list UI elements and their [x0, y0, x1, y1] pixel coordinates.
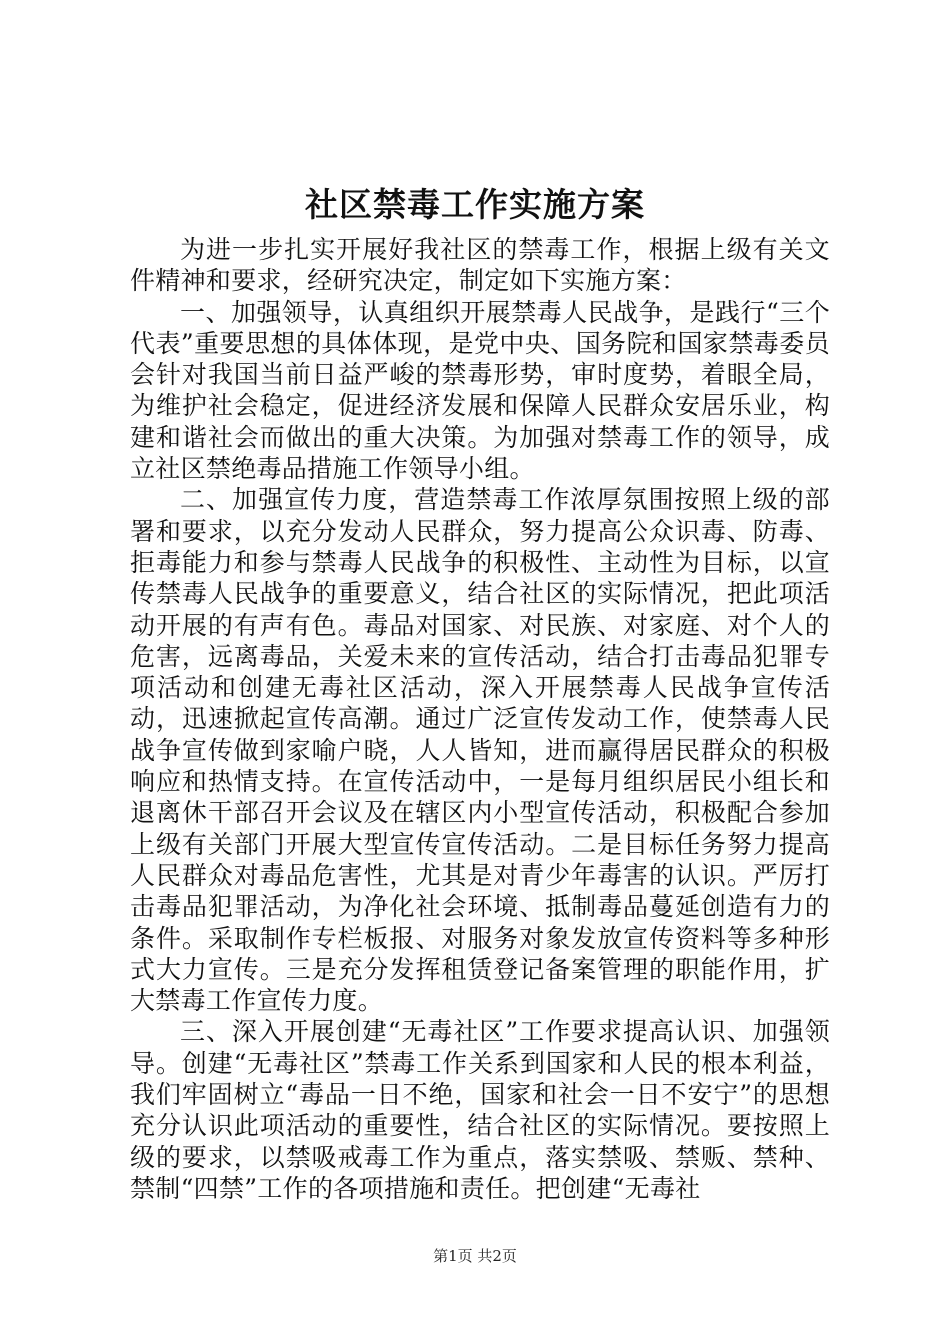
- paragraph-section-2: 二、加强宣传力度，营造禁毒工作浓厚氛围按照上级的部署和要求，以充分发动人民群众，努力提高公众识毒、防毒、拒毒能力和参与禁毒人民战争的积极性、主动性为目标，以宣传禁毒人民战争的重要意义，结合社区的实际情况，把此项活动开展的有声有色。毒品对国家、对民族、对家庭、对个人的危害，远离毒品，关爱未来的宣传活动，结合打击毒品犯罪专项活动和创建无毒社区活动，深入开展禁毒人民战争宣传活动，迅速掀起宣传高潮。通过广泛宣传发动工作，使禁毒人民战争宣传做到家喻户晓，人人皆知，进而赢得居民群众的积极响应和热情支持。在宣传活动中，一是每月组织居民小组长和退离休干部召开会议及在辖区内小型宣传活动，积极配合参加上级有关部门开展大型宣传宣传活动。二是目标任务努力提高人民群众对毒品危害性，尤其是对青少年毒害的认识。严厉打击毒品犯罪活动，为净化社会环境、抵制毒品蔓延创造有力的条件。采取制作专栏板报、对服务对象发放宣传资料等多种形式大力宣传。三是充分发挥租赁登记备案管理的职能作用，扩大禁毒工作宣传力度。: [130, 485, 830, 1016]
- paragraph-intro: 为进一步扎实开展好我社区的禁毒工作，根据上级有关文件精神和要求，经研究决定，制定如下实施方案：: [130, 235, 830, 296]
- document-title: 社区禁毒工作实施方案: [305, 185, 645, 224]
- page-footer: 第1页 共2页: [433, 1247, 517, 1265]
- paragraph-section-1: 一、加强领导，认真组织开展禁毒人民战争，是践行“三个代表”重要思想的具体体现，是党中央、国务院和国家禁毒委员会针对我国当前日益严峻的禁毒形势，审时度势，着眼全局，为维护社会稳定，促进经济发展和保障人民群众安居乐业，构建和谐社会而做出的重大决策。为加强对禁毒工作的领导，成立社区禁绝毒品措施工作领导小组。: [130, 297, 830, 484]
- document-body: [130, 234, 830, 1204]
- paragraph-section-3: 三、深入开展创建“无毒社区”工作要求提高认识、加强领导。创建“无毒社区”禁毒工作关系到国家和人民的根本利益，我们牢固树立“毒品一日不绝，国家和社会一日不安宁”的思想充分认识此项活动的重要性，结合社区的实际情况。要按照上级的要求，以禁吸戒毒工作为重点，落实禁吸、禁贩、禁种、禁制“四禁”工作的各项措施和责任。把创建“无毒社: [130, 1017, 830, 1203]
